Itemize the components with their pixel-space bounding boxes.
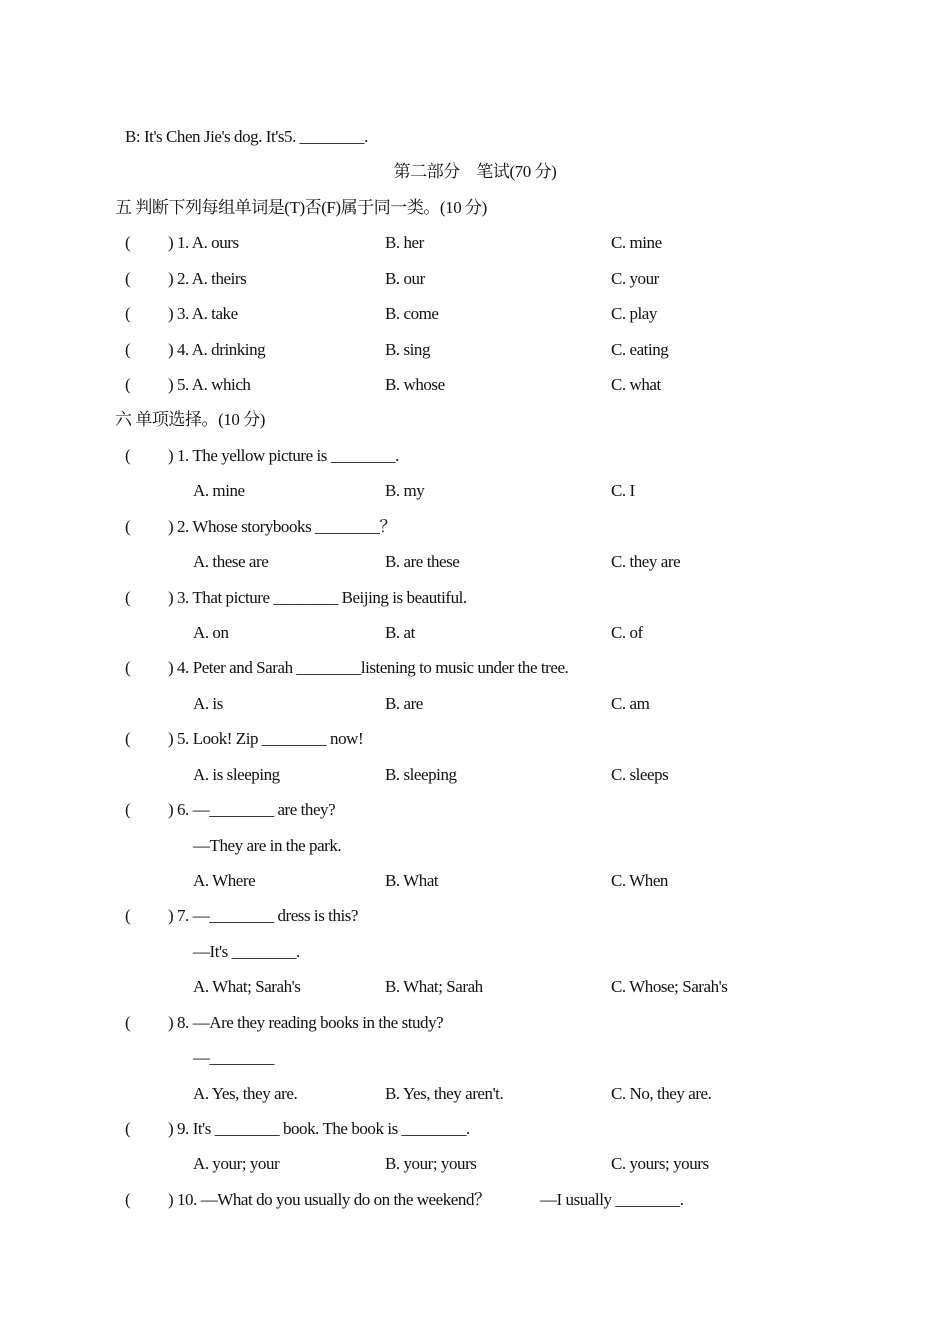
question-text: —What do you usually do on the weekend？ bbox=[200, 1190, 491, 1209]
question-stem bbox=[168, 516, 396, 538]
item-stem bbox=[168, 303, 238, 325]
option-b: B. Yes, they aren't. bbox=[385, 1084, 504, 1103]
question-number: ) 8. bbox=[168, 1013, 189, 1032]
question-number: ) 6. bbox=[168, 800, 189, 819]
answer-paren: ( bbox=[125, 1190, 131, 1209]
item-stem bbox=[168, 232, 239, 254]
question-number: ) 4. bbox=[168, 658, 189, 677]
option-b: B. come bbox=[385, 304, 439, 323]
question-row bbox=[0, 587, 950, 609]
question-row bbox=[0, 1012, 950, 1034]
option-a: A. theirs bbox=[191, 269, 247, 288]
part-title: 第二部分 笔试(70 分) bbox=[393, 162, 557, 181]
question-row bbox=[0, 516, 950, 538]
item-number: ) 1. bbox=[168, 233, 189, 252]
question-text: Peter and Sarah ________listening to music under the tree. bbox=[192, 658, 569, 677]
answer-paren: ( bbox=[125, 517, 131, 536]
option-b: B. at bbox=[385, 623, 415, 642]
answer-paren: ( bbox=[125, 304, 131, 323]
question-number: ) 5. bbox=[168, 729, 189, 748]
option-c: C. mine bbox=[611, 233, 662, 252]
question-text: Look! Zip ________ now! bbox=[192, 729, 364, 748]
dialog-reply-row bbox=[0, 1047, 950, 1069]
option-b: B. my bbox=[385, 481, 425, 500]
question-stem bbox=[168, 728, 363, 750]
answer-paren: ( bbox=[125, 446, 131, 465]
answer-paren: ( bbox=[125, 906, 131, 925]
question-row bbox=[0, 905, 950, 927]
answer-paren: ( bbox=[125, 375, 131, 394]
question-number: ) 10. bbox=[168, 1190, 197, 1209]
question-number: ) 9. bbox=[168, 1119, 189, 1138]
question-row bbox=[0, 799, 950, 821]
options-row bbox=[0, 1153, 950, 1175]
option-b: B. What bbox=[385, 871, 439, 890]
answer-paren: ( bbox=[125, 658, 131, 677]
option-a: A. What; Sarah's bbox=[193, 977, 301, 996]
option-c: C. what bbox=[611, 375, 661, 394]
answer-paren: ( bbox=[125, 1013, 131, 1032]
dialog-reply: —I usually ________. bbox=[540, 1190, 684, 1209]
question-text: —________ dress is this? bbox=[192, 906, 359, 925]
dialog-reply: —________ bbox=[193, 1048, 274, 1067]
option-c: C. sleeps bbox=[611, 765, 669, 784]
judge-item bbox=[0, 232, 950, 254]
option-b: B. sleeping bbox=[385, 765, 457, 784]
option-c: C. eating bbox=[611, 340, 669, 359]
question-stem bbox=[168, 799, 335, 821]
answer-paren: ( bbox=[125, 729, 131, 748]
option-a: A. on bbox=[193, 623, 229, 642]
question-row bbox=[0, 657, 950, 679]
option-b: B. sing bbox=[385, 340, 431, 359]
option-b: B. her bbox=[385, 233, 424, 252]
dialog-reply-row bbox=[0, 835, 950, 857]
item-number: ) 2. bbox=[168, 269, 189, 288]
question-text: Whose storybooks ________？ bbox=[192, 517, 396, 536]
option-c: C. When bbox=[611, 871, 668, 890]
option-a: A. these are bbox=[193, 552, 269, 571]
item-number: ) 5. bbox=[168, 375, 189, 394]
option-a: A. drinking bbox=[191, 340, 266, 359]
question-stem bbox=[168, 445, 399, 467]
question-text: It's ________ book. The book is ________. bbox=[192, 1119, 470, 1138]
option-c: C. your bbox=[611, 269, 659, 288]
answer-paren: ( bbox=[125, 800, 131, 819]
question-text: —Are they reading books in the study? bbox=[192, 1013, 444, 1032]
question-stem bbox=[168, 1012, 443, 1034]
question-stem bbox=[168, 1118, 470, 1140]
question-stem bbox=[168, 657, 568, 679]
option-a: A. which bbox=[191, 375, 251, 394]
item-stem bbox=[168, 374, 250, 396]
option-a: A. take bbox=[191, 304, 238, 323]
question-text: —________ are they? bbox=[192, 800, 336, 819]
options-row bbox=[0, 1083, 950, 1105]
question-number: ) 3. bbox=[168, 588, 189, 607]
option-c: C. they are bbox=[611, 552, 681, 571]
answer-paren: ( bbox=[125, 233, 131, 252]
answer-paren: ( bbox=[125, 340, 131, 359]
question-row bbox=[0, 445, 950, 467]
options-row bbox=[0, 976, 950, 998]
option-c: C. yours; yours bbox=[611, 1154, 709, 1173]
option-c: C. No, they are. bbox=[611, 1084, 712, 1103]
option-b: B. are these bbox=[385, 552, 460, 571]
item-stem bbox=[168, 268, 246, 290]
question-row bbox=[0, 1118, 950, 1140]
question-row bbox=[0, 1189, 950, 1211]
item-number: ) 4. bbox=[168, 340, 189, 359]
item-number: ) 3. bbox=[168, 304, 189, 323]
answer-paren: ( bbox=[125, 1119, 131, 1138]
dialog-line: B: It's Chen Jie's dog. It's5. ________. bbox=[125, 127, 368, 146]
option-b: B. What; Sarah bbox=[385, 977, 483, 996]
option-c: C. play bbox=[611, 304, 657, 323]
question-number: ) 7. bbox=[168, 906, 189, 925]
judge-item bbox=[0, 374, 950, 396]
option-a: A. Where bbox=[193, 871, 256, 890]
question-number: ) 2. bbox=[168, 517, 189, 536]
option-b: B. whose bbox=[385, 375, 445, 394]
option-b: B. our bbox=[385, 269, 425, 288]
option-b: B. are bbox=[385, 694, 423, 713]
options-row bbox=[0, 622, 950, 644]
section-heading: 六 单项选择。(10 分) bbox=[115, 410, 265, 429]
options-row bbox=[0, 764, 950, 786]
options-row bbox=[0, 480, 950, 502]
option-b: B. your; yours bbox=[385, 1154, 477, 1173]
answer-paren: ( bbox=[125, 269, 131, 288]
option-a: A. Yes, they are. bbox=[193, 1084, 298, 1103]
option-c: C. of bbox=[611, 623, 643, 642]
dialog-reply-row bbox=[0, 941, 950, 963]
item-stem bbox=[168, 339, 265, 361]
option-c: C. am bbox=[611, 694, 650, 713]
options-row bbox=[0, 551, 950, 573]
option-a: A. mine bbox=[193, 481, 245, 500]
question-stem bbox=[168, 587, 467, 609]
option-a: A. is sleeping bbox=[193, 765, 280, 784]
question-text: The yellow picture is ________. bbox=[192, 446, 399, 465]
question-row bbox=[0, 728, 950, 750]
question-text: That picture ________ Beijing is beautiful. bbox=[192, 588, 467, 607]
dialog-reply: —They are in the park. bbox=[193, 836, 342, 855]
option-c: C. I bbox=[611, 481, 635, 500]
options-row bbox=[0, 870, 950, 892]
section-heading: 五 判断下列每组单词是(T)否(F)属于同一类。(10 分) bbox=[115, 198, 487, 217]
option-c: C. Whose; Sarah's bbox=[611, 977, 728, 996]
dialog-reply: —It's ________. bbox=[193, 942, 300, 961]
judge-item bbox=[0, 303, 950, 325]
question-stem bbox=[168, 1189, 491, 1211]
option-a: A. your; your bbox=[193, 1154, 280, 1173]
options-row bbox=[0, 693, 950, 715]
answer-paren: ( bbox=[125, 588, 131, 607]
option-a: A. is bbox=[193, 694, 223, 713]
question-number: ) 1. bbox=[168, 446, 189, 465]
judge-item bbox=[0, 268, 950, 290]
question-stem bbox=[168, 905, 358, 927]
option-a: A. ours bbox=[191, 233, 239, 252]
judge-item bbox=[0, 339, 950, 361]
